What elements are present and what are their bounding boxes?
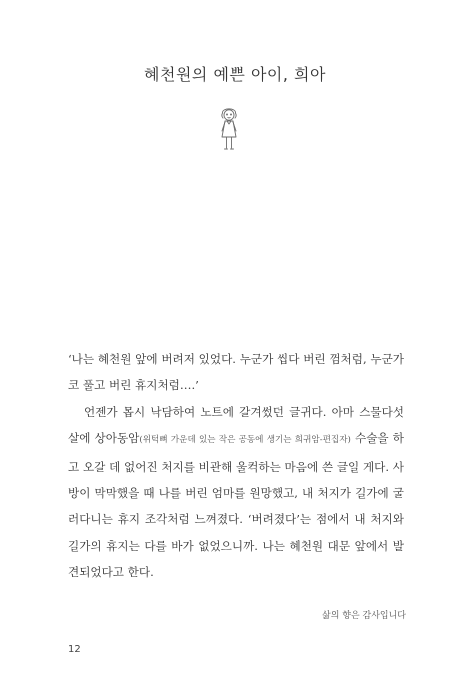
main-paragraph [68, 399, 404, 586]
chapter-title: 혜천원의 예쁜 아이, 희아 [144, 65, 326, 84]
opening-quote: ‘나는 혜천원 앞에 버려저 있었다. 누군가 씹다 버린 껌처럼, 누군가 코 풀고 버린 휴지처럼….’ [68, 352, 404, 393]
body-text [68, 346, 404, 586]
page-number: 12 [68, 644, 81, 655]
running-head: 삶의 향은 감사입니다 [322, 611, 406, 621]
child-figure-icon [213, 104, 245, 156]
editor-note: (위턱뼈 가운데 있는 작은 공동에 생기는 희귀암-편집자) [139, 435, 351, 446]
paragraph-text-1: 언젠가 몹시 낙담하여 노트에 갈겨썼던 글귀다. 아마 스물다섯 살에 상아동암 [68, 404, 404, 446]
paragraph-text-2: 수술을 하고 오갈 데 없어진 처지를 비관해 울컥하는 마음에 쓴 글일 게다. 사방이 막막했을 때 나를 버린 엄마를 원망했고, 내 처지가 길가에 굴러다니는 휴지 조각처럼 느껴졌다. ‘버려졌다’는 점에서 내 처지와 길가의 휴지는 다를 바가 없었으니까. 나는 혜천원 대문 앞에서 발견되었다고 한다. [68, 431, 404, 580]
